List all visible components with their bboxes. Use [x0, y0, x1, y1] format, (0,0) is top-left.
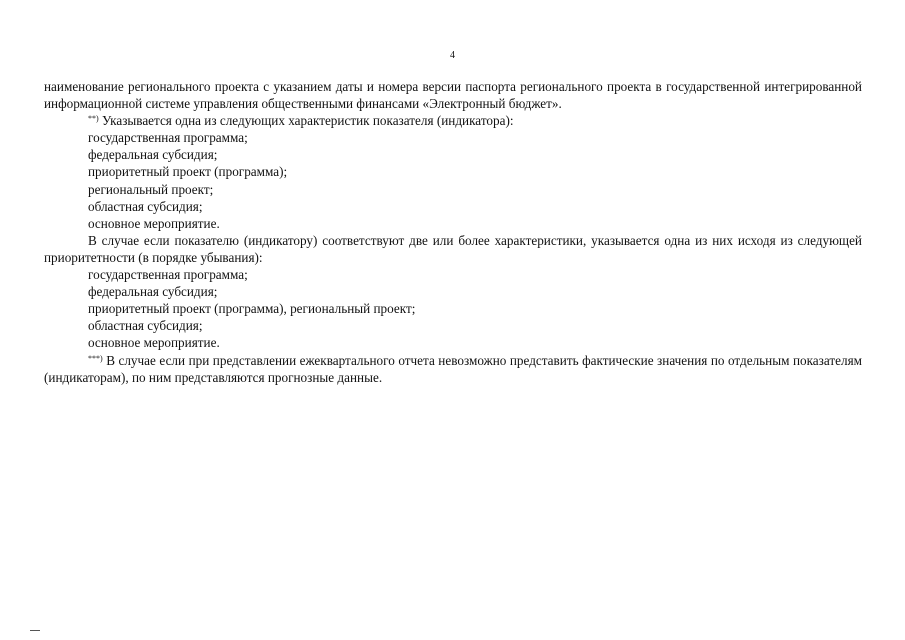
list-item: областная субсидия;: [88, 198, 203, 214]
list-item: региональный проект;: [88, 181, 214, 197]
document-body: [44, 78, 862, 386]
scan-artifact-mark: [30, 630, 40, 631]
list-item: основное мероприятие.: [88, 335, 220, 351]
list-item: федеральная субсидия;: [88, 147, 218, 163]
footnote-mark-double: **): [88, 114, 99, 124]
footnote-mark-triple: ***): [88, 353, 103, 363]
list-item: областная субсидия;: [88, 318, 203, 334]
paragraph-forecast-footnote: [44, 352, 862, 386]
list-item: приоритетный проект (программа), региональный проект;: [88, 301, 416, 317]
list-item: основное мероприятие.: [88, 215, 220, 231]
list-item: федеральная субсидия;: [88, 284, 218, 300]
page-number: 4: [450, 50, 455, 61]
footnote-text: В случае если при представлении ежеквартального отчета невозможно представить фактические значения по отдельным показателям (индикаторам), по ним представляются прогнозные данные.: [44, 352, 862, 385]
paragraph-priority: В случае если показателю (индикатору) соответствуют две или более характеристики, указывается одна из них исходя из следующей приоритетности (в порядке убывания):: [44, 232, 862, 265]
footnote-text: Указывается одна из следующих характеристик показателя (индикатора):: [98, 113, 514, 129]
list-item: государственная программа;: [88, 130, 248, 146]
paragraph-characteristics-footnote: [44, 112, 862, 129]
list-item: приоритетный проект (программа);: [88, 164, 288, 180]
paragraph-project-name: наименование регионального проекта с указанием даты и номера версии паспорта регионального проекта в государственной интегрированной информационной системе управления общественными финансами «Электронный бюджет».: [44, 79, 862, 112]
list-item: государственная программа;: [88, 267, 248, 283]
